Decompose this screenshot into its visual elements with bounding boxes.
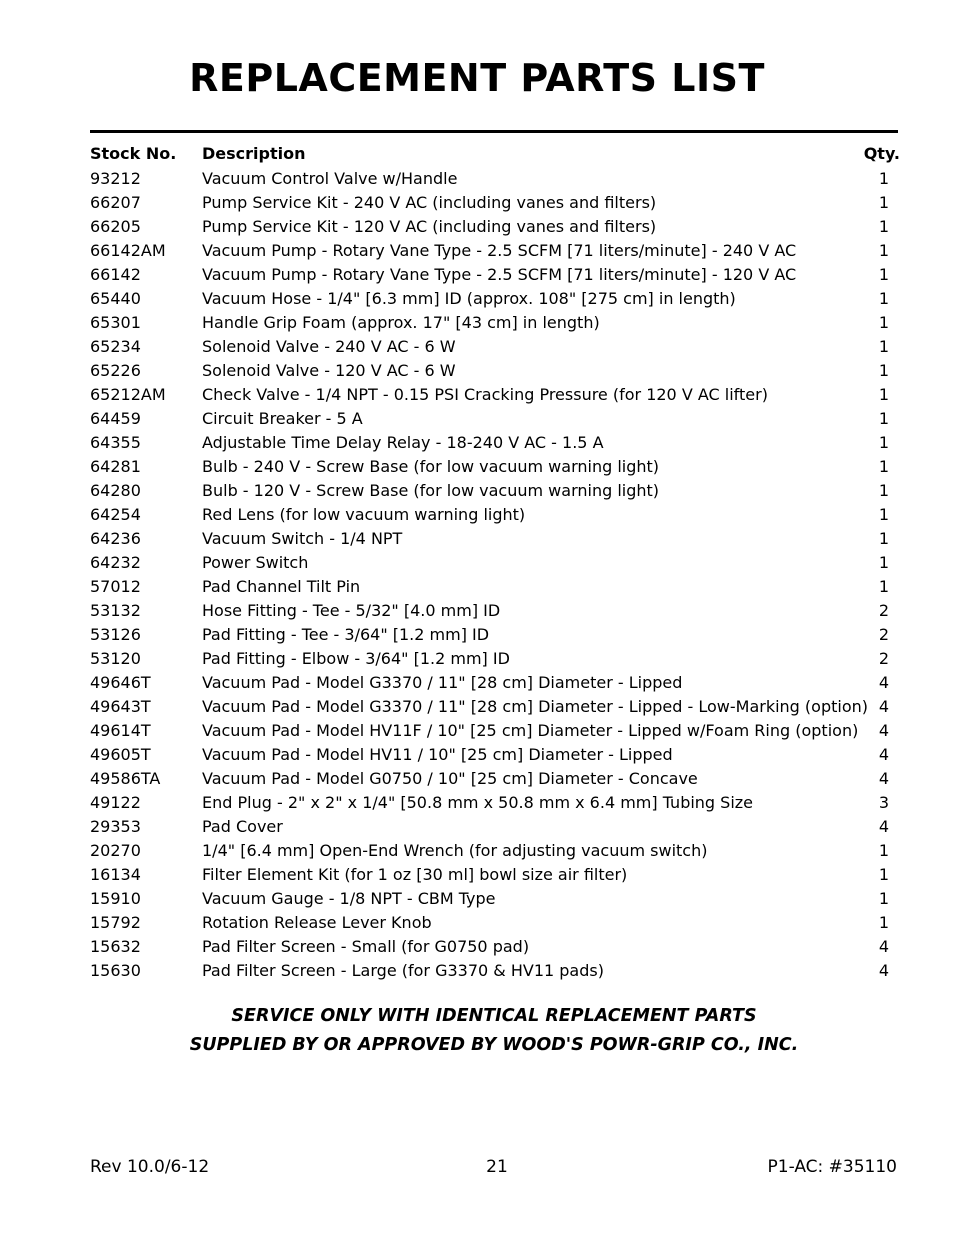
qty-cell: 1 <box>878 841 889 860</box>
qty-cell: 1 <box>878 289 889 308</box>
table-row <box>90 311 900 335</box>
qty-cell: 1 <box>878 385 889 404</box>
description-cell: Check Valve - 1/4 NPT - 0.15 PSI Cracking Pressure (for 120 V AC lifter) <box>202 385 768 404</box>
stock-no-cell: 49614T <box>90 721 151 740</box>
description-cell: Bulb - 240 V - Screw Base (for low vacuum warning light) <box>202 457 660 476</box>
description-cell: Red Lens (for low vacuum warning light) <box>202 505 526 524</box>
table-row <box>90 359 900 383</box>
qty-cell: 1 <box>878 217 889 236</box>
stock-no-cell: 66142 <box>90 265 141 284</box>
stock-no-cell: 66205 <box>90 217 141 236</box>
stock-no-cell: 53126 <box>90 625 141 644</box>
description-cell: End Plug - 2" x 2" x 1/4" [50.8 mm x 50.8 mm x 6.4 mm] Tubing Size <box>202 793 754 812</box>
qty-cell: 1 <box>878 529 889 548</box>
qty-cell: 1 <box>878 361 889 380</box>
table-row <box>90 671 900 695</box>
description-cell: Pump Service Kit - 120 V AC (including vanes and filters) <box>202 217 657 236</box>
stock-no-cell: 15632 <box>90 937 141 956</box>
qty-cell: 1 <box>878 457 889 476</box>
stock-no-cell: 15910 <box>90 889 141 908</box>
table-row <box>90 743 900 767</box>
table-row <box>90 647 900 671</box>
description-cell: Vacuum Pump - Rotary Vane Type - 2.5 SCFM [71 liters/minute] - 240 V AC <box>202 241 797 260</box>
table-row <box>90 719 900 743</box>
description-cell: Handle Grip Foam (approx. 17" [43 cm] in length) <box>202 313 600 332</box>
stock-no-cell: 65301 <box>90 313 141 332</box>
description-cell: Vacuum Switch - 1/4 NPT <box>202 529 403 548</box>
table-row <box>90 503 900 527</box>
qty-cell: 4 <box>878 817 889 836</box>
description-cell: Hose Fitting - Tee - 5/32" [4.0 mm] ID <box>202 601 501 620</box>
description-cell: Pad Filter Screen - Large (for G3370 & HV11 pads) <box>202 961 604 980</box>
description-cell: Circuit Breaker - 5 A <box>202 409 363 428</box>
stock-no-cell: 15630 <box>90 961 141 980</box>
qty-cell: 1 <box>878 913 889 932</box>
qty-cell: 3 <box>878 793 889 812</box>
stock-no-cell: 65226 <box>90 361 141 380</box>
stock-no-cell: 64459 <box>90 409 141 428</box>
table-row <box>90 599 900 623</box>
table-row <box>90 479 900 503</box>
table-row <box>90 767 900 791</box>
stock-no-cell: 49586TA <box>90 769 161 788</box>
description-cell: Vacuum Pad - Model G0750 / 10" [25 cm] Diameter - Concave <box>202 769 698 788</box>
stock-no-cell: 64232 <box>90 553 141 572</box>
table-row <box>90 527 900 551</box>
description-cell: Solenoid Valve - 120 V AC - 6 W <box>202 361 456 380</box>
description-cell: 1/4" [6.4 mm] Open-End Wrench (for adjusting vacuum switch) <box>202 841 708 860</box>
stock-no-cell: 49643T <box>90 697 151 716</box>
qty-cell: 4 <box>878 673 889 692</box>
qty-cell: 4 <box>878 961 889 980</box>
header-description: Description <box>202 144 306 163</box>
table-row <box>90 863 900 887</box>
stock-no-cell: 64355 <box>90 433 141 452</box>
qty-cell: 2 <box>878 601 889 620</box>
table-row <box>90 431 900 455</box>
qty-cell: 2 <box>878 649 889 668</box>
qty-cell: 1 <box>878 553 889 572</box>
table-row <box>90 335 900 359</box>
parts-table <box>90 141 900 983</box>
table-row <box>90 959 900 983</box>
description-cell: Pump Service Kit - 240 V AC (including vanes and filters) <box>202 193 657 212</box>
qty-cell: 2 <box>878 625 889 644</box>
table-row <box>90 911 900 935</box>
stock-no-cell: 49646T <box>90 673 151 692</box>
table-row <box>90 815 900 839</box>
stock-no-cell: 65440 <box>90 289 141 308</box>
qty-cell: 4 <box>878 697 889 716</box>
description-cell: Pad Filter Screen - Small (for G0750 pad) <box>202 937 530 956</box>
stock-no-cell: 16134 <box>90 865 141 884</box>
stock-no-cell: 57012 <box>90 577 141 596</box>
description-cell: Rotation Release Lever Knob <box>202 913 432 932</box>
stock-no-cell: 64280 <box>90 481 141 500</box>
description-cell: Bulb - 120 V - Screw Base (for low vacuum warning light) <box>202 481 660 500</box>
table-row <box>90 215 900 239</box>
table-row <box>90 167 900 191</box>
table-row <box>90 239 900 263</box>
description-cell: Vacuum Gauge - 1/8 NPT - CBM Type <box>202 889 496 908</box>
description-cell: Pad Channel Tilt Pin <box>202 577 361 596</box>
stock-no-cell: 66142AM <box>90 241 166 260</box>
header-stock-no: Stock No. <box>90 144 177 163</box>
stock-no-cell: 49122 <box>90 793 141 812</box>
stock-no-cell: 65212AM <box>90 385 166 404</box>
stock-no-cell: 65234 <box>90 337 141 356</box>
description-cell: Pad Fitting - Tee - 3/64" [1.2 mm] ID <box>202 625 490 644</box>
description-cell: Pad Fitting - Elbow - 3/64" [1.2 mm] ID <box>202 649 510 668</box>
qty-cell: 4 <box>878 769 889 788</box>
table-row <box>90 551 900 575</box>
table-row <box>90 383 900 407</box>
page-title: REPLACEMENT PARTS LIST <box>189 56 765 100</box>
table-header <box>90 141 900 167</box>
description-cell: Vacuum Control Valve w/Handle <box>202 169 458 188</box>
table-row <box>90 287 900 311</box>
title-divider <box>90 130 898 133</box>
stock-no-cell: 29353 <box>90 817 141 836</box>
description-cell: Vacuum Pad - Model HV11F / 10" [25 cm] Diameter - Lipped w/Foam Ring (option) <box>202 721 859 740</box>
stock-no-cell: 93212 <box>90 169 141 188</box>
description-cell: Vacuum Pump - Rotary Vane Type - 2.5 SCFM [71 liters/minute] - 120 V AC <box>202 265 797 284</box>
qty-cell: 1 <box>878 313 889 332</box>
table-row <box>90 191 900 215</box>
table-body <box>90 167 900 983</box>
description-cell: Vacuum Pad - Model G3370 / 11" [28 cm] Diameter - Lipped - Low-Marking (option) <box>202 697 868 716</box>
table-row <box>90 623 900 647</box>
description-cell: Power Switch <box>202 553 309 572</box>
description-cell: Vacuum Pad - Model G3370 / 11" [28 cm] Diameter - Lipped <box>202 673 683 692</box>
qty-cell: 1 <box>878 433 889 452</box>
revision-label: Rev 10.0/6-12 <box>90 1157 210 1177</box>
table-row <box>90 791 900 815</box>
stock-no-cell: 20270 <box>90 841 141 860</box>
qty-cell: 1 <box>878 241 889 260</box>
stock-no-cell: 64236 <box>90 529 141 548</box>
stock-no-cell: 49605T <box>90 745 151 764</box>
stock-no-cell: 66207 <box>90 193 141 212</box>
qty-cell: 4 <box>878 937 889 956</box>
qty-cell: 1 <box>878 577 889 596</box>
table-row <box>90 263 900 287</box>
service-notice-line-2: SUPPLIED BY OR APPROVED BY WOOD'S POWR-GRIP CO., INC. <box>189 1035 799 1055</box>
qty-cell: 1 <box>878 889 889 908</box>
qty-cell: 1 <box>878 337 889 356</box>
stock-no-cell: 64281 <box>90 457 141 476</box>
table-row <box>90 455 900 479</box>
description-cell: Vacuum Pad - Model HV11 / 10" [25 cm] Diameter - Lipped <box>202 745 673 764</box>
table-row <box>90 839 900 863</box>
header-qty: Qty. <box>863 144 900 163</box>
qty-cell: 1 <box>878 481 889 500</box>
stock-no-cell: 53132 <box>90 601 141 620</box>
table-row <box>90 887 900 911</box>
qty-cell: 4 <box>878 745 889 764</box>
qty-cell: 1 <box>878 265 889 284</box>
stock-no-cell: 64254 <box>90 505 141 524</box>
description-cell: Vacuum Hose - 1/4" [6.3 mm] ID (approx. 108" [275 cm] in length) <box>202 289 736 308</box>
qty-cell: 1 <box>878 169 889 188</box>
qty-cell: 1 <box>878 865 889 884</box>
qty-cell: 1 <box>878 505 889 524</box>
description-cell: Filter Element Kit (for 1 oz [30 ml] bowl size air filter) <box>202 865 628 884</box>
stock-no-cell: 15792 <box>90 913 141 932</box>
description-cell: Adjustable Time Delay Relay - 18-240 V AC - 1.5 A <box>202 433 604 452</box>
qty-cell: 4 <box>878 721 889 740</box>
table-row <box>90 575 900 599</box>
page-number: 21 <box>486 1157 508 1177</box>
table-row <box>90 935 900 959</box>
qty-cell: 1 <box>878 409 889 428</box>
description-cell: Solenoid Valve - 240 V AC - 6 W <box>202 337 456 356</box>
qty-cell: 1 <box>878 193 889 212</box>
table-row <box>90 407 900 431</box>
stock-no-cell: 53120 <box>90 649 141 668</box>
description-cell: Pad Cover <box>202 817 283 836</box>
document-id: P1-AC: #35110 <box>767 1157 897 1177</box>
table-row <box>90 695 900 719</box>
service-notice-line-1: SERVICE ONLY WITH IDENTICAL REPLACEMENT PARTS <box>231 1006 757 1026</box>
